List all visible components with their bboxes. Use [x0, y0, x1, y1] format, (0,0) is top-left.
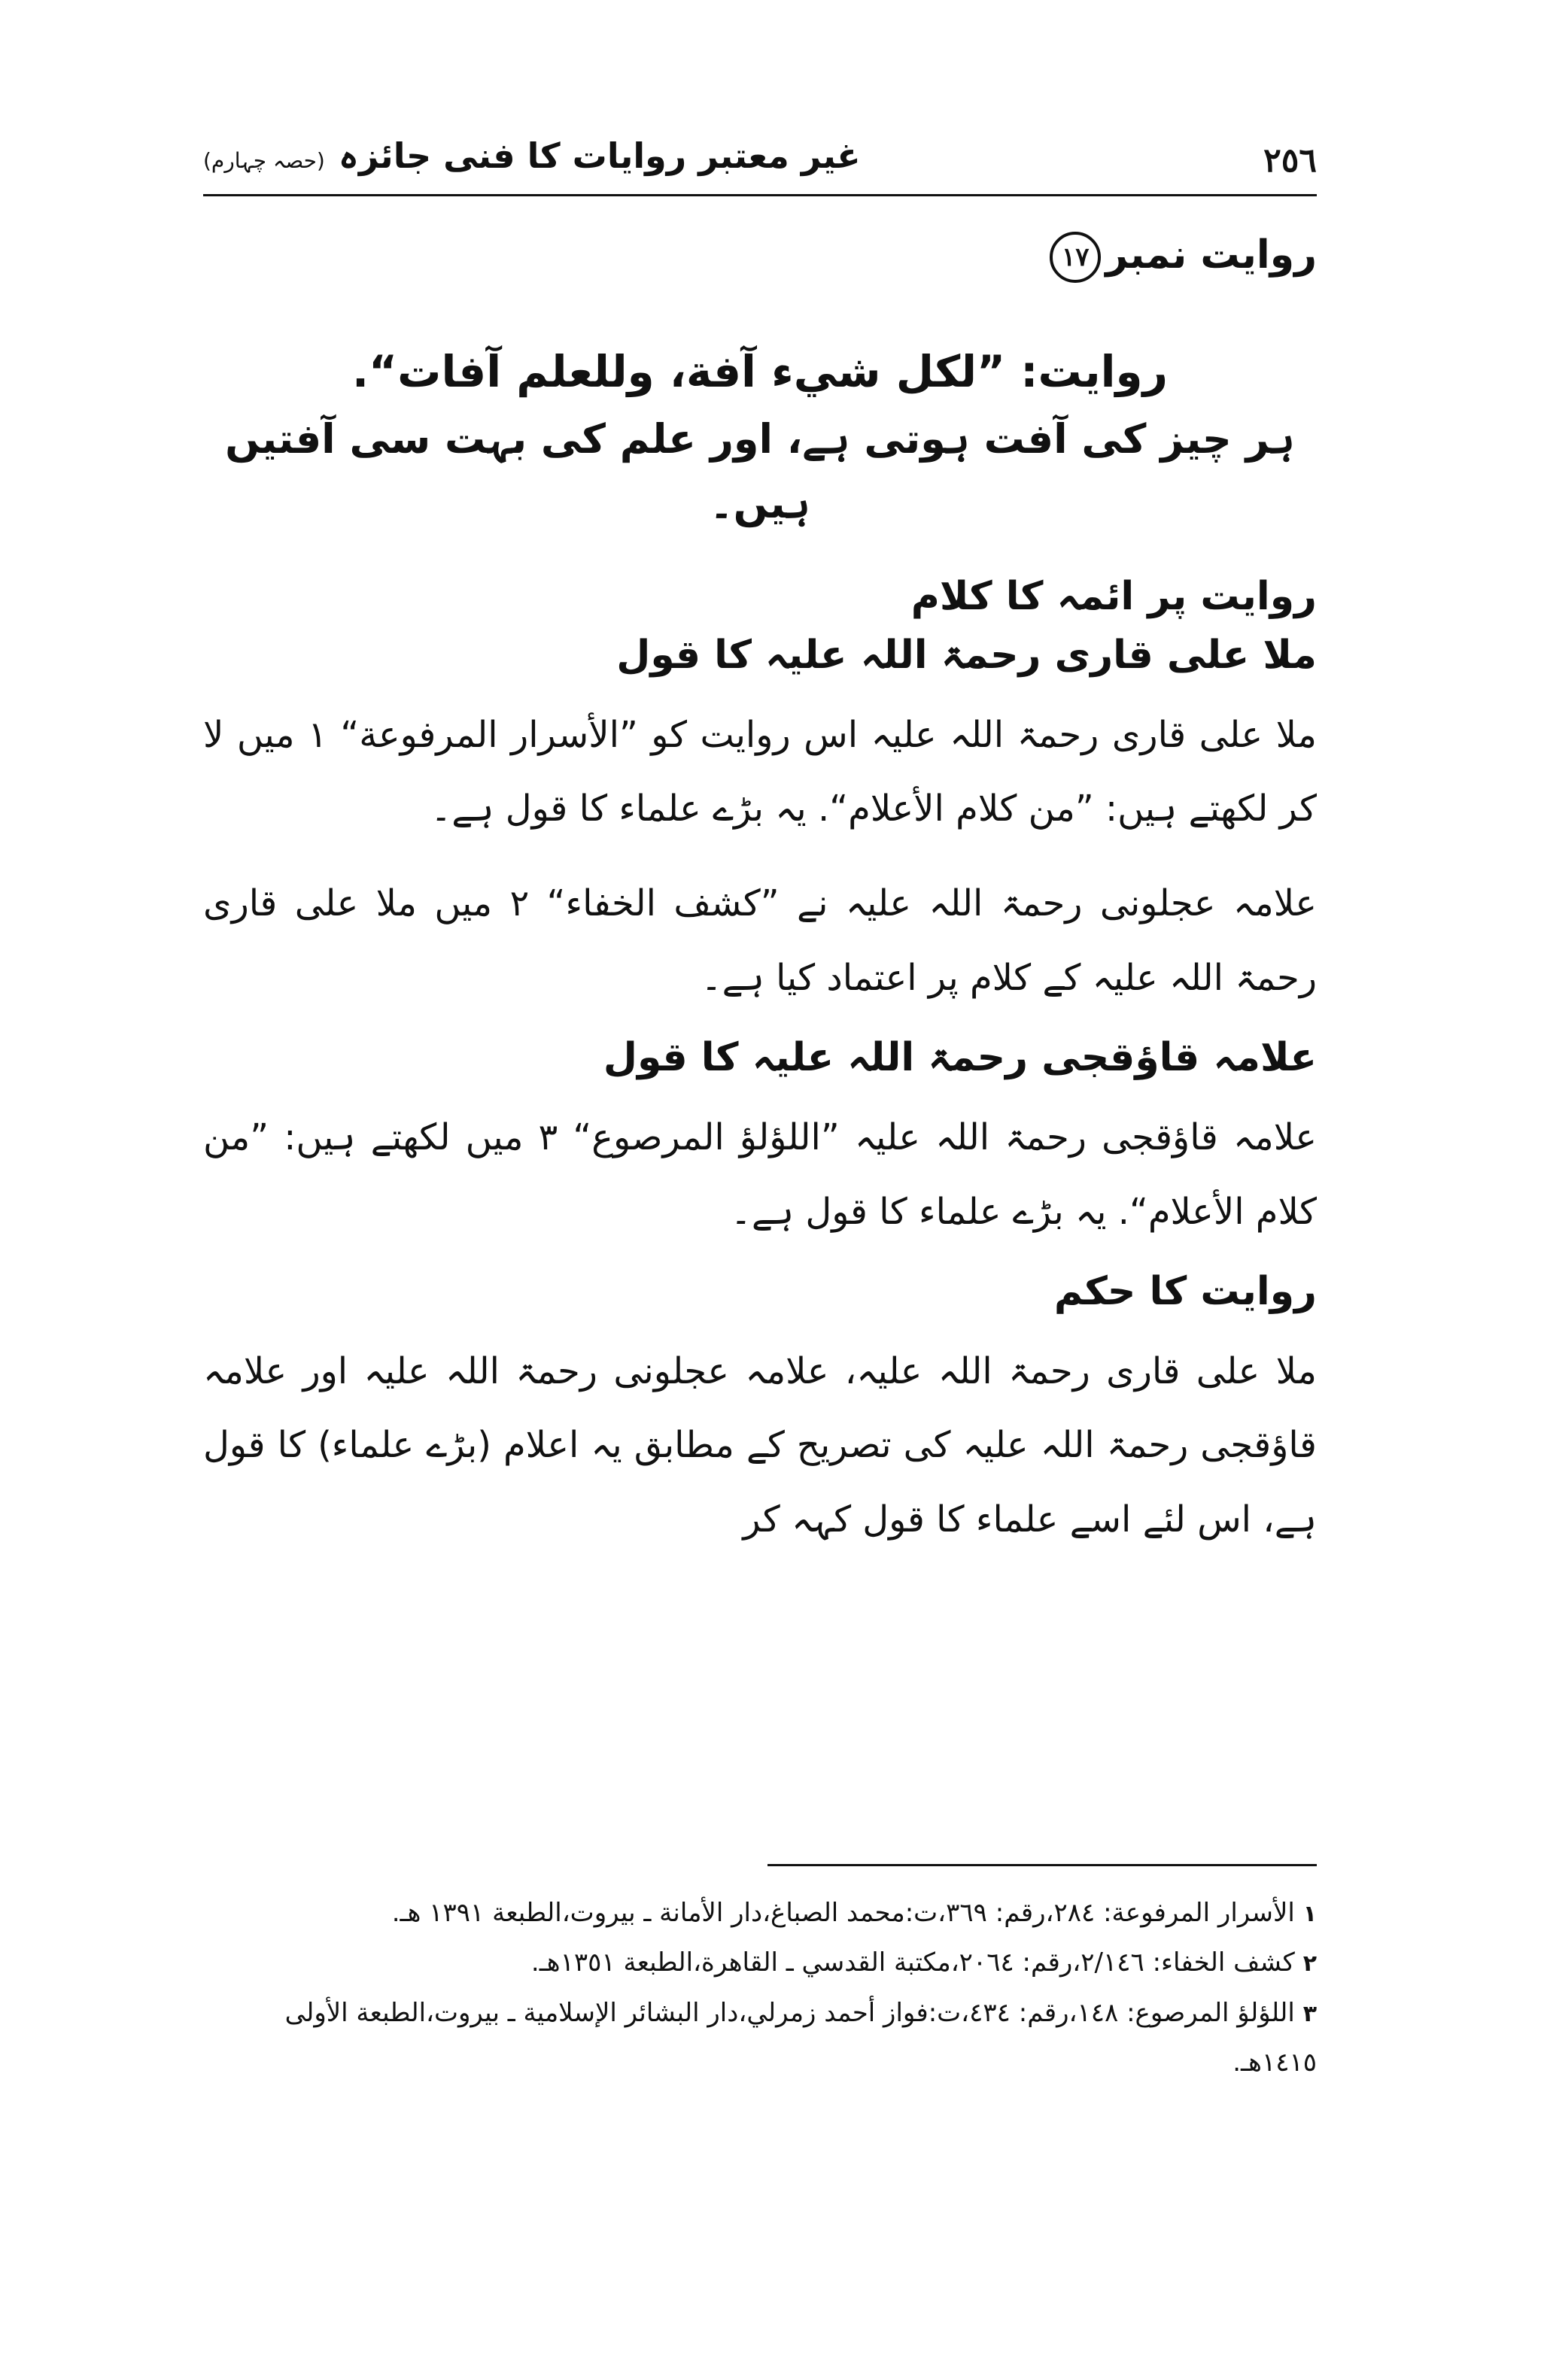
footnote-marker: ۱	[1302, 1901, 1317, 1927]
quote-arabic: روایت: ”لکل شيء آفة، وللعلم آفات“.	[352, 346, 1168, 397]
footnote-marker: ۳	[1302, 2000, 1317, 2027]
ruling-paragraph: ملا علی قاری رحمۃ اللہ علیہ، علامہ عجلونی رحمۃ اللہ علیہ اور علامہ قاؤقجی رحمۃ اللہ علیہ کی تصریح کے مطابق یہ اعلام (بڑے علماء) کا قول ہے، اس لئے اسے علماء کا قول کہہ کر	[203, 1349, 1317, 1541]
qari-heading: ملا علی قاری رحمۃ اللہ علیہ کا قول	[616, 632, 1317, 678]
book-title: غیر معتبر روایات کا فنی جائزہ	[338, 135, 861, 176]
narration-quote	[203, 337, 1317, 537]
page-header	[203, 135, 1317, 196]
qari-paragraph: ملا علی قاری رحمۃ اللہ علیہ اس روایت کو ”الأسرار المرفوعة“ ۱ میں لا کر لکھتے ہیں: ”من کلام الأعلام“. یہ بڑے علماء کا قول ہے۔	[203, 713, 1318, 830]
footnote-rule	[767, 1864, 1317, 1866]
book-part: (حصہ چہارم)	[203, 148, 325, 173]
ruling-heading: روایت کا حکم	[1053, 1268, 1317, 1314]
narration-number-badge: ١٧	[1050, 232, 1101, 283]
footnote-text: اللؤلؤ المرصوع: ١٤٨،رقم: ٤٣٤،ت:فواز أحمد زمرلي،دار البشائر الإسلامية ـ بيروت،الطبعة الأولى ١٤١٥هـ.	[284, 1997, 1317, 2078]
quote-urdu: ہر چیز کی آفت ہوتی ہے، اور علم کی بہت سی آفتیں ہیں۔	[225, 414, 1295, 528]
qawuqji-heading: علامہ قاؤقجی رحمۃ اللہ علیہ کا قول	[603, 1035, 1317, 1081]
page-number: ٢٥٦	[1263, 141, 1317, 180]
ajluni-paragraph: علامہ عجلونی رحمۃ اللہ علیہ نے ”كشف الخفاء“ ۲ میں ملا علی قاری رحمۃ اللہ علیہ کے کلام پر اعتماد کیا ہے۔	[203, 882, 1318, 999]
qawuqji-paragraph: علامہ قاؤقجی رحمۃ اللہ علیہ ”اللؤلؤ المرصوع“ ۳ میں لکھتے ہیں: ”من کلام الأعلام“. یہ بڑے علماء کا قول ہے۔	[203, 1116, 1317, 1233]
narration-heading	[203, 226, 1317, 284]
scholars-heading: روایت پر ائمہ کا کلام	[910, 573, 1317, 619]
footnote-text: كشف الخفاء: ٢/١٤٦،رقم: ٢٠٦٤،مكتبة القدسي ـ القاهرة،الطبعة ١٣٥١هـ.	[530, 1947, 1295, 1978]
running-title	[203, 135, 861, 176]
footnote	[203, 1938, 1317, 1987]
header-rule	[203, 194, 1317, 196]
footnote	[203, 1988, 1317, 2088]
narration-heading-label: روایت نمبر	[1105, 232, 1317, 278]
footnote	[203, 1888, 1317, 1938]
main-content	[203, 226, 1317, 1556]
footnote-text: الأسرار المرفوعة: ٢٨٤،رقم: ٣٦٩،ت:محمد الصباغ،دار الأمانة ـ بيروت،الطبعة ١٣٩١ هـ.	[391, 1898, 1295, 1928]
footnotes	[203, 1888, 1317, 2087]
footnote-marker: ۲	[1302, 1950, 1317, 1978]
